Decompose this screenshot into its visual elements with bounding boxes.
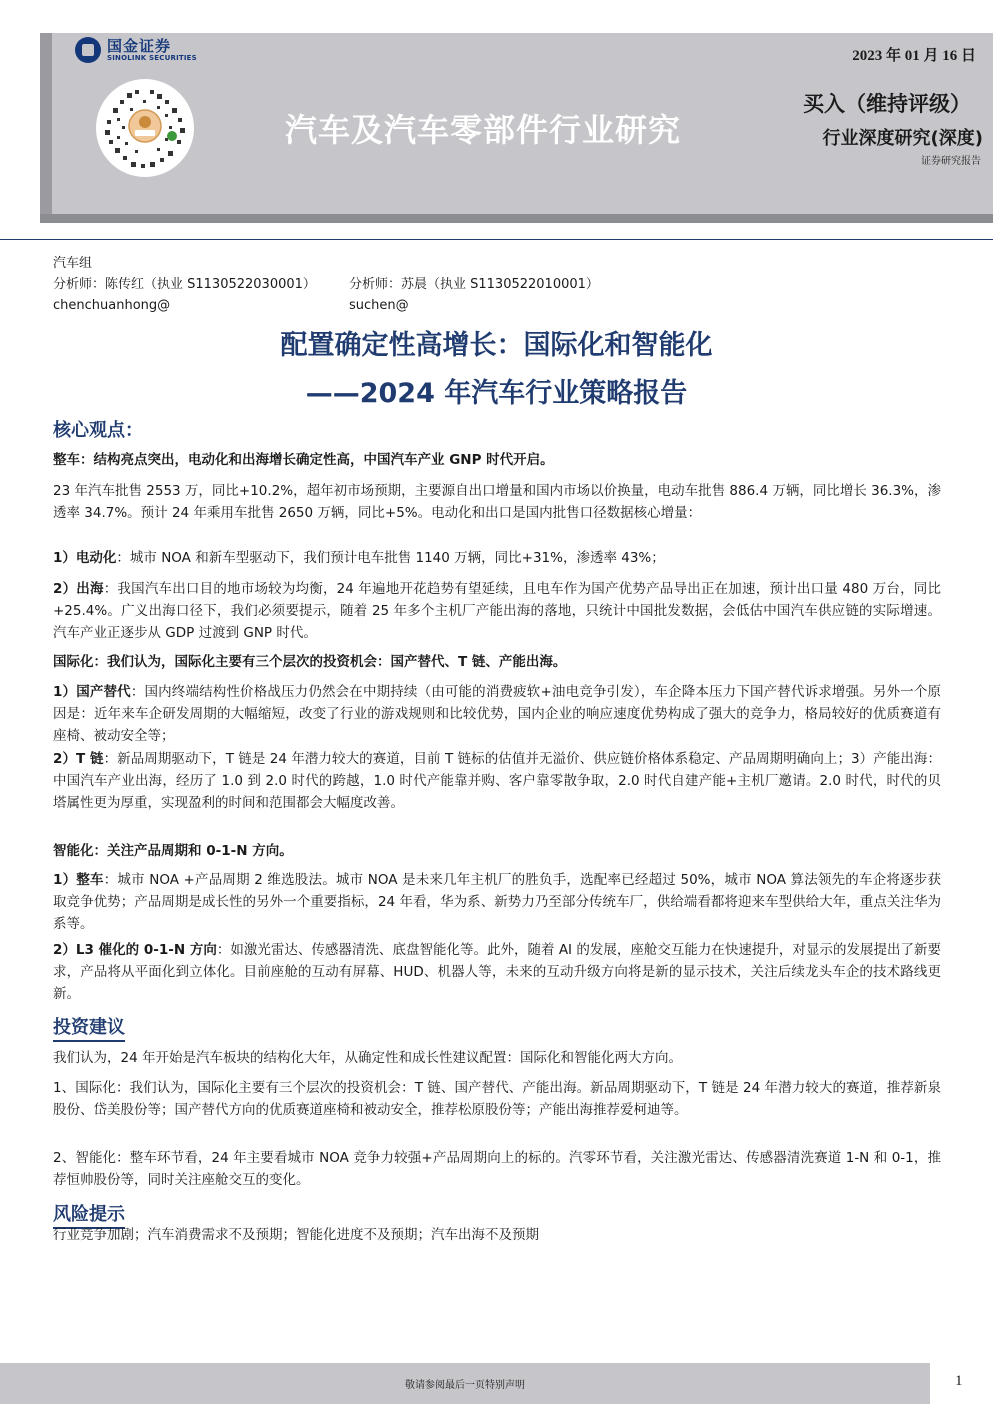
export-text: ：我国汽车出口目的地市场较为均衡，24 年遍地开花趋势有望延续，且电车作为国产优势产品导出正在加速，预计出口量 480 万台，同比+25.4%。广义出海口径下，我们必须要提示，随着 25 年多个主机厂产能出海的落地，只统计中国批发数据，会低估中国汽车供应链的实际增速。汽车产业正逐步从 GDP 过渡到 GNP 时代。 [53, 581, 941, 641]
analyst-1-email: chenchuanhong@ [53, 298, 171, 313]
brand-logo [75, 37, 197, 63]
risk-paragraph: 行业竞争加剧；汽车消费需求不及预期；智能化进度不及预期；汽车出海不及预期 [53, 1227, 539, 1243]
wechat-qr-code-icon [95, 78, 195, 178]
advice-paragraph-2: 1、国际化：我们认为，国际化主要有三个层次的投资机会：T 链、国产替代、产能出海。新品周期驱动下，T 链是 24 年潜力较大的赛道，推荐新泉股份、岱美股份等；国产替代方向的优质赛道座椅和被动安全，推荐松原股份等；产能出海推荐爱柯迪等。 [53, 1080, 941, 1118]
core-views-heading: 核心观点： [53, 420, 143, 441]
header-left-edge [40, 33, 52, 223]
report-date: 2023 年 01 月 16 日 [852, 48, 976, 64]
brand-name-en: SINOLINK SECURITIES [107, 53, 197, 62]
domestic-substitution-paragraph [53, 681, 941, 747]
electrification-text: ：城市 NOA 和新车型驱动下，我们预计电车批售 1140 万辆，同比+31%，渗透率 43%； [116, 550, 665, 566]
domestic-substitution-text: ：国内终端结构性价格战压力仍然会在中期持续（由可能的消费疲软+油电竞争引发），车企降本压力下国产替代诉求增强。另外一个原因是：近年来车企研发周期的大幅缩短，改变了行业的游戏规则和比较优势，国内企业的响应速度优势构成了强大的竞争力，格局较好的优质赛道有座椅、被动安全等； [53, 684, 941, 744]
header-divider [0, 239, 993, 240]
brand-name-cn: 国金证券 [107, 36, 172, 55]
analyst-1: 分析师：陈传红（执业 S1130522030001） [53, 277, 316, 292]
advice-paragraph-1: 我们认为，24 年开始是汽车板块的结构化大年，从确定性和成长性建议配置：国际化和智能化两大方向。 [53, 1050, 682, 1066]
investment-advice-heading: 投资建议 [53, 1013, 125, 1042]
risk-heading: 风险提示 [53, 1200, 125, 1229]
report-category-label: 证券研究报告 [921, 156, 981, 167]
electrification-paragraph [53, 547, 941, 569]
internationalization-headline: 国际化：我们认为，国际化主要有三个层次的投资机会：国产替代、T 链、产能出海。 [53, 654, 567, 670]
l3-catalyst-text: ：如激光雷达、传感器清洗、底盘智能化等。此外，随着 AI 的发展，座舱交互能力在快速提升，对显示的发展提出了新要求，产品将从平面化到立体化。目前座舱的互动有屏幕、HUD、机器人等，未来的互动升级方向将是新的显示技术，关注后续龙头车企的技术路线更新。 [53, 942, 941, 1002]
investment-rating: 买入（维持评级） [803, 92, 971, 116]
export-label: 2）出海 [53, 581, 104, 597]
l3-catalyst-paragraph [53, 939, 941, 1005]
electrification-label: 1）电动化 [53, 550, 117, 566]
analyst-2-email: suchen@ [349, 298, 409, 313]
vehicle-intelligence-text: ：城市 NOA +产品周期 2 维选股法。城市 NOA 是未来几年主机厂的胜负手，选配率已经超过 50%，城市 NOA 算法领先的车企将逐步获取竞争优势；产品周期是成长性的另外一个重要指标，24 年看，华为系、新势力乃至部分传统车厂，供给端看都将迎来车型供给大年，重点关注华为系等。 [53, 872, 941, 932]
vehicle-intelligence-label: 1）整车 [53, 872, 104, 888]
main-title: 配置确定性高增长：国际化和智能化 [280, 330, 713, 361]
domestic-substitution-label: 1）国产替代 [53, 684, 131, 700]
t-chain-label: 2）T 链 [53, 751, 104, 767]
t-chain-text: ：新品周期驱动下，T 链是 24 年潜力较大的赛道，目前 T 链标的估值并无溢价、供应链价格体系稳定、产品周期明确向上；3）产能出海：中国汽车产业出海，经历了 1.0 到 2.0 时代的跨越，1.0 时代产能靠并购、客户靠零散争取，2.0 时代自建产能+主机厂邀请。2.0 时代，时代的贝塔属性更为厚重，实现盈利的时间和范围都会大幅度改善。 [53, 751, 941, 811]
intelligence-headline: 智能化：关注产品周期和 0-1-N 方向。 [53, 843, 293, 859]
vehicle-intelligence-paragraph [53, 869, 941, 935]
main-subtitle: ——2024 年汽车行业策略报告 [305, 378, 688, 409]
team-group: 汽车组 [53, 256, 93, 271]
industry-report-title: 汽车及汽车零部件行业研究 [285, 111, 682, 149]
vehicle-headline: 整车：结构亮点突出，电动化和出海增长确定性高，中国汽车产业 GNP 时代开启。 [53, 452, 554, 468]
brand-logo-icon [75, 37, 101, 63]
analyst-team [53, 253, 599, 316]
vehicle-paragraph: 23 年汽车批售 2553 万，同比+10.2%，超年初市场预期，主要源自出口增量和国内市场以价换量，电动车批售 886.4 万辆，同比增长 36.3%，渗透率 34.7%。预计 24 年乘用车批售 2650 万辆，同比+5%。电动化和出口是国内批售口径数据核心增量： [53, 483, 942, 521]
analyst-2: 分析师：苏晨（执业 S1130522010001） [349, 277, 599, 292]
export-paragraph [53, 578, 941, 644]
t-chain-paragraph [53, 748, 941, 814]
report-type: 行业深度研究(深度) [822, 128, 983, 149]
header-bottom-edge [40, 214, 993, 223]
l3-catalyst-label: 2）L3 催化的 0-1-N 方向 [53, 942, 217, 958]
footer-notice: 敬请参阅最后一页特别声明 [405, 1380, 525, 1391]
page-number: 1 [955, 1373, 963, 1389]
advice-paragraph-3: 2、智能化：整车环节看，24 年主要看城市 NOA 竞争力较强+产品周期向上的标的。汽零环节看，关注激光雷达、传感器清洗赛道 1-N 和 0-1，推荐恒帅股份等，同时关注座舱交互的变化。 [53, 1150, 941, 1188]
